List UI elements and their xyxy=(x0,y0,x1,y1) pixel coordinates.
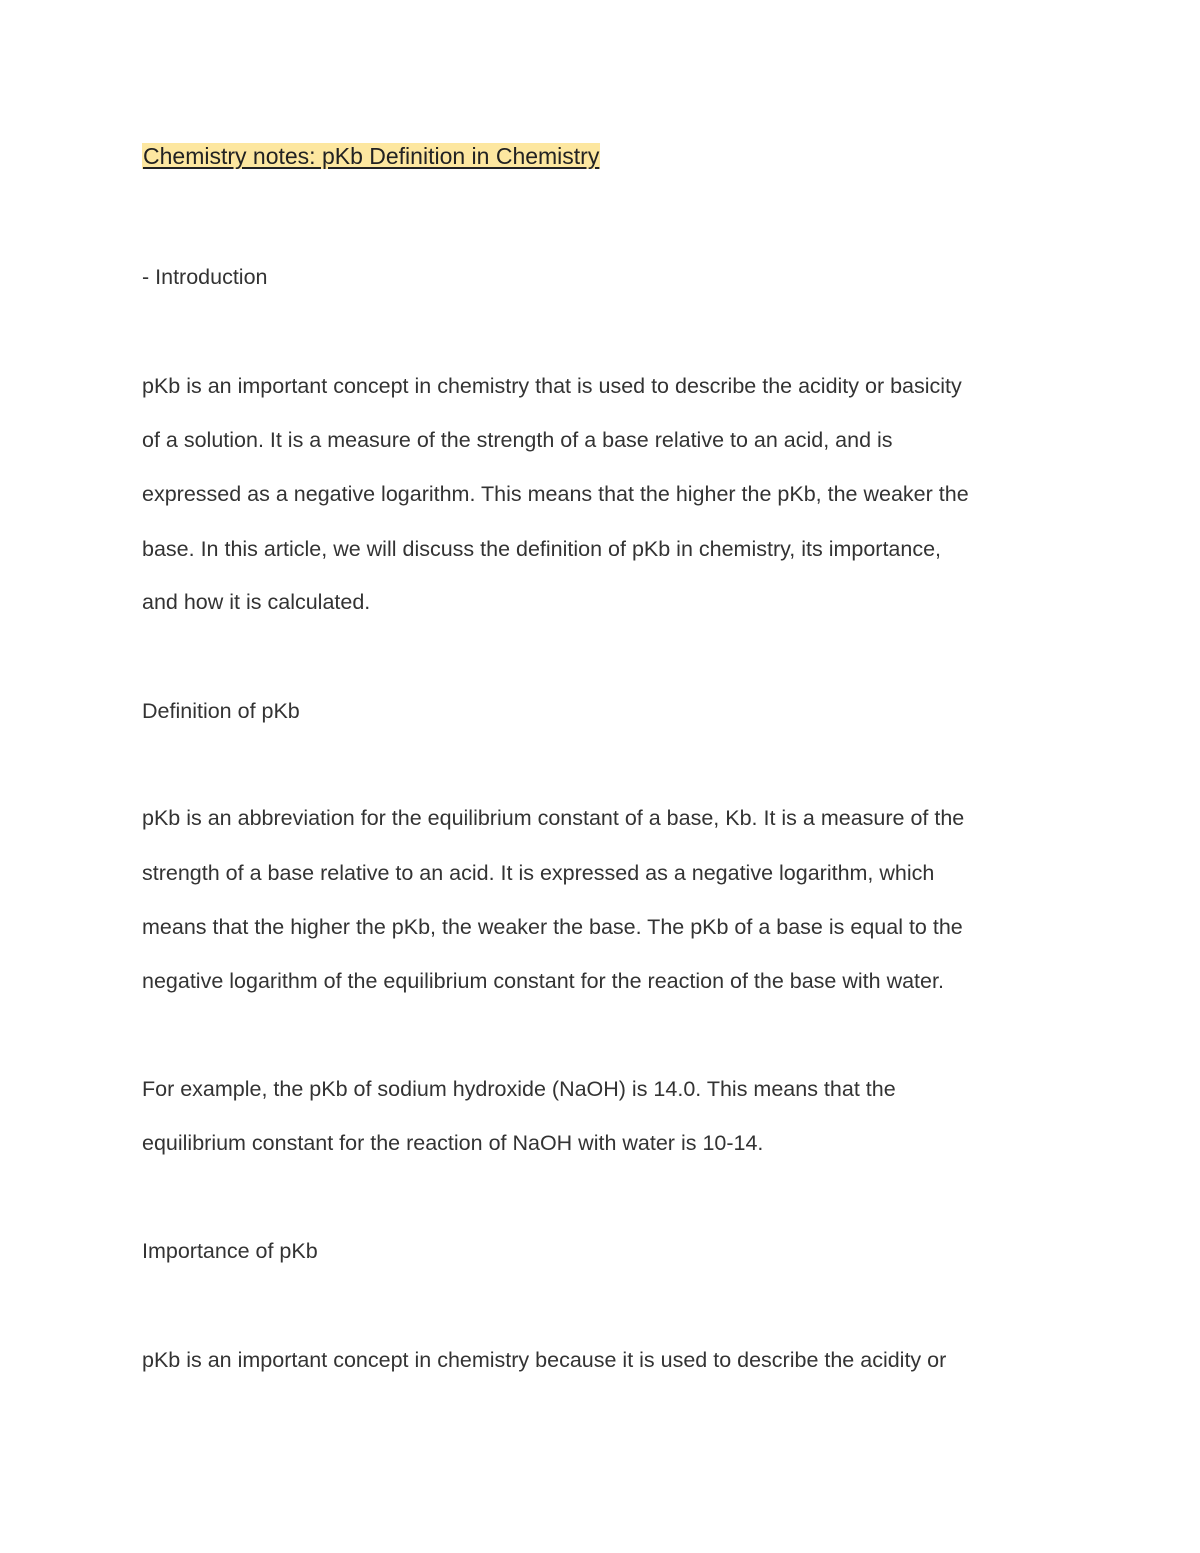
section-heading-definition: Definition of pKb xyxy=(142,699,300,723)
title-highlight: Chemistry notes: pKb Definition in Chemistry xyxy=(143,143,600,169)
section-heading-introduction: - Introduction xyxy=(142,265,268,289)
paragraph-line: negative logarithm of the equilibrium constant for the reaction of the base with water. xyxy=(142,969,944,993)
paragraph-line: equilibrium constant for the reaction of NaOH with water is 10-14. xyxy=(142,1131,764,1155)
paragraph-line: of a solution. It is a measure of the strength of a base relative to an acid, and is xyxy=(142,428,893,452)
paragraph-line: and how it is calculated. xyxy=(142,590,371,614)
paragraph-line: expressed as a negative logarithm. This means that the higher the pKb, the weaker the xyxy=(142,482,969,506)
paragraph-line: pKb is an abbreviation for the equilibrium constant of a base, Kb. It is a measure of the xyxy=(142,806,965,830)
paragraph-line: base. In this article, we will discuss the definition of pKb in chemistry, its importance, xyxy=(142,537,942,561)
paragraph-line: means that the higher the pKb, the weaker the base. The pKb of a base is equal to the xyxy=(142,915,963,939)
paragraph-line: pKb is an important concept in chemistry that is used to describe the acidity or basicity xyxy=(142,374,962,398)
section-heading-importance: Importance of pKb xyxy=(142,1239,318,1263)
document-title xyxy=(142,141,600,171)
paragraph-line: For example, the pKb of sodium hydroxide (NaOH) is 14.0. This means that the xyxy=(142,1077,896,1101)
paragraph-line: strength of a base relative to an acid. It is expressed as a negative logarithm, which xyxy=(142,861,935,885)
paragraph-line: pKb is an important concept in chemistry because it is used to describe the acidity or xyxy=(142,1348,947,1372)
